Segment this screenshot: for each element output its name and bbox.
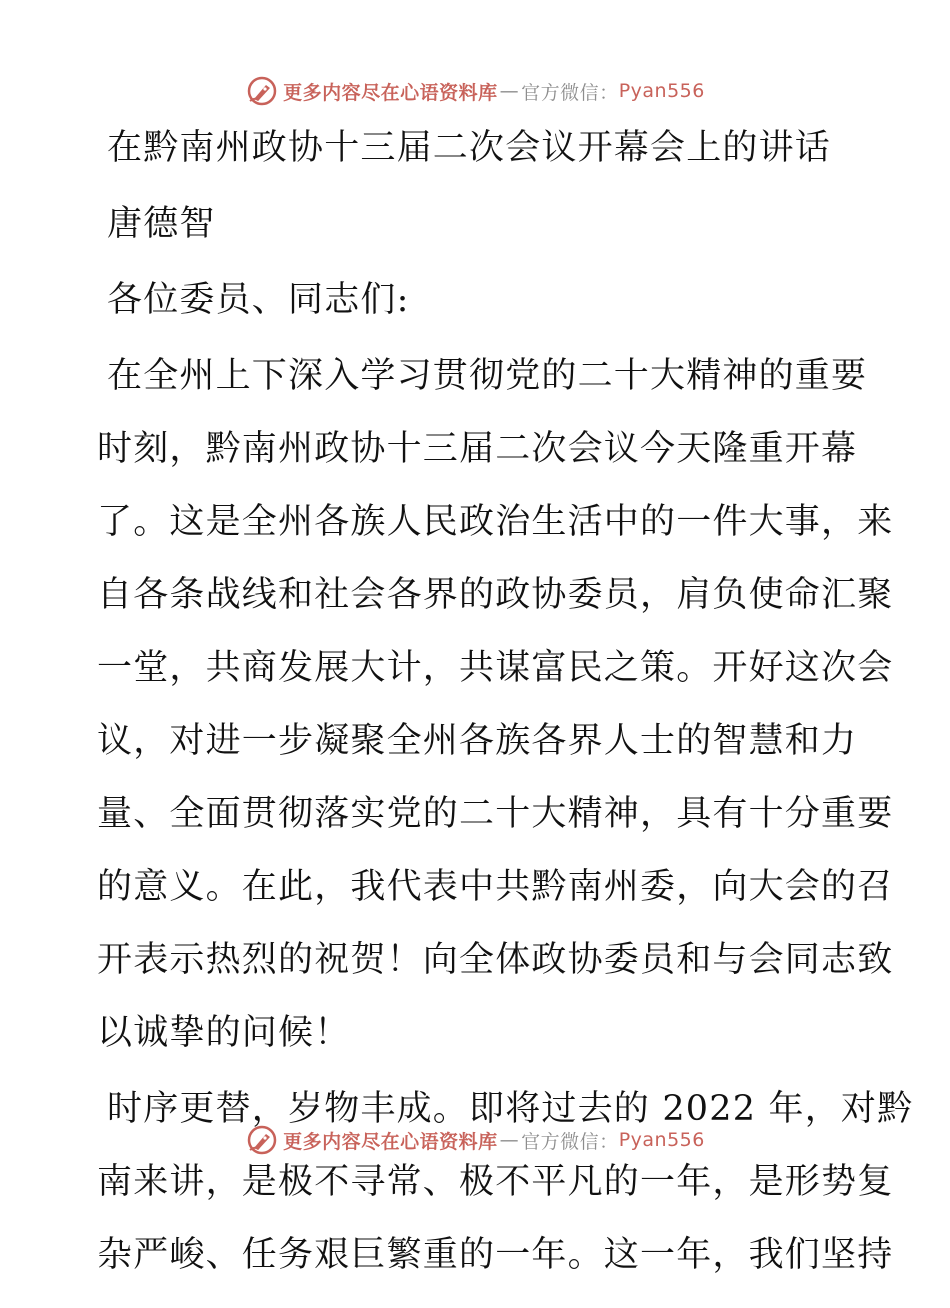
footer-watermark xyxy=(0,1120,950,1160)
paragraph-line: 南来讲，是极不寻常、极不平凡的一年，是形势复 xyxy=(97,1162,894,1202)
paragraph-line: 议，对进一步凝聚全州各族各界人士的智慧和力 xyxy=(97,721,858,761)
document-title: 在黔南州政协十三届二次会议开幕会上的讲话 xyxy=(107,128,832,168)
paragraph-line: 时刻，黔南州政协十三届二次会议今天隆重开幕 xyxy=(97,429,858,469)
paragraph-line: 开表示热烈的祝贺！向全体政协委员和与会同志致 xyxy=(97,940,894,980)
paragraph-line: 量、全面贯彻落实党的二十大精神，具有十分重要 xyxy=(97,794,894,834)
document-author: 唐德智 xyxy=(107,204,216,244)
header-watermark xyxy=(0,71,950,111)
paragraph-line: 杂严峻、任务艰巨繁重的一年。这一年，我们坚持 xyxy=(97,1235,894,1275)
paragraph-2 xyxy=(97,1089,914,1275)
paragraph-line: 一堂，共商发展大计，共谋富民之策。开好这次会 xyxy=(97,648,894,688)
watermark-wechat-id: Pyan556 xyxy=(618,1129,705,1151)
watermark-separator: — xyxy=(499,1129,520,1151)
paragraph-line: 时序更替，岁物丰成。即将过去的 2022 年，对黔 xyxy=(107,1089,914,1129)
paragraph-line: 的意义。在此，我代表中共黔南州委，向大会的召 xyxy=(97,867,894,907)
paragraph-line: 了。这是全州各族人民政治生活中的一件大事，来 xyxy=(97,502,894,542)
watermark-separator: — xyxy=(499,80,520,102)
watermark-wechat-id: Pyan556 xyxy=(618,80,705,102)
pen-nib-logo-icon xyxy=(245,74,279,108)
watermark-wechat-label: 官方微信： xyxy=(521,81,619,104)
paragraph-line: 在全州上下深入学习贯彻党的二十大精神的重要 xyxy=(107,356,868,396)
watermark-site-name: 更多内容尽在心语资料库 xyxy=(283,1130,498,1153)
watermark-site-name: 更多内容尽在心语资料库 xyxy=(283,81,498,104)
paragraph-line: 以诚挚的问候！ xyxy=(97,1013,351,1053)
watermark-wechat-label: 官方微信： xyxy=(521,1130,619,1153)
pen-nib-logo-icon xyxy=(245,1123,279,1157)
paragraph-line: 自各条战线和社会各界的政协委员，肩负使命汇聚 xyxy=(97,575,894,615)
paragraph-1 xyxy=(97,356,894,1053)
document-salutation: 各位委员、同志们: xyxy=(107,280,410,320)
